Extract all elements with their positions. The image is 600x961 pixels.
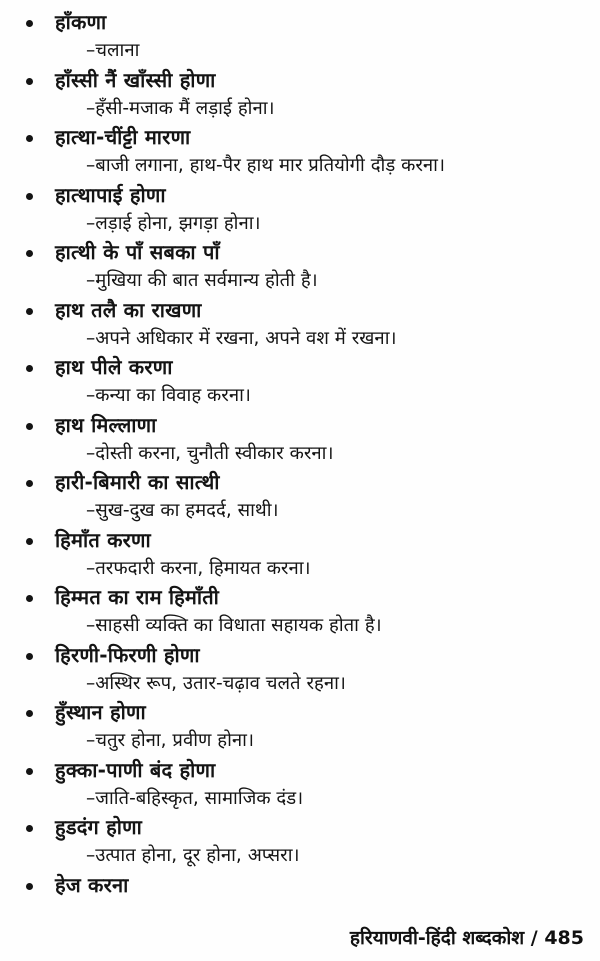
entry-headword: हात्थी के पाँ सबका पाँ <box>55 240 220 264</box>
entry-headword: हुक्का-पाणी बंद होणा <box>55 757 216 782</box>
bullet-icon <box>26 883 33 890</box>
dictionary-entry <box>26 697 592 755</box>
entry-definition: –साहसी व्यक्ति का विधाता सहायक होता है। <box>86 615 382 636</box>
bullet-icon <box>26 825 33 832</box>
entry-headword: हात्था-चींट्टी मारणा <box>55 125 191 149</box>
bullet-icon <box>26 538 33 545</box>
dictionary-entry <box>26 467 592 525</box>
entry-definition: –अपने अधिकार में रखना, अपने वश में रखना। <box>86 327 397 349</box>
entry-head-row <box>26 640 592 670</box>
entry-definition: –अस्थिर रूप, उतार-चढ़ाव चलते रहना। <box>86 672 346 694</box>
entry-head-row <box>26 697 592 727</box>
entry-definition: –दोस्ती करना, चुनौती स्वीकार करना। <box>86 442 334 464</box>
dictionary-entry <box>26 180 592 238</box>
bullet-icon <box>26 423 33 430</box>
bullet-icon <box>26 250 33 257</box>
bullet-icon <box>26 480 33 487</box>
entry-definition: –चतुर होना, प्रवीण होना। <box>86 730 254 751</box>
entry-headword: हाँस्सी नैं खाँस्सी होणा <box>55 67 216 92</box>
dictionary-entry <box>26 122 592 180</box>
dictionary-entry <box>26 352 592 410</box>
dictionary-entry <box>26 870 592 900</box>
entry-definition: –चलाना <box>86 40 140 61</box>
entry-definition: –सुख-दुख का हमदर्द, साथी। <box>86 500 279 521</box>
entry-headword: हेज करना <box>55 872 129 897</box>
dictionary-entry <box>26 755 592 813</box>
entry-headword: हुडदंग होणा <box>55 815 143 839</box>
dictionary-entry <box>26 582 592 640</box>
dictionary-entry <box>26 812 592 870</box>
page-footer: हरियाणवी-हिंदी शब्दकोश / 485 <box>349 927 584 949</box>
bullet-icon <box>26 768 33 775</box>
bullet-icon <box>26 135 33 142</box>
entry-headword: हाथ मिल्लाणा <box>55 412 157 437</box>
entry-head-row <box>26 122 592 152</box>
bullet-icon <box>26 20 33 27</box>
bullet-icon <box>26 78 33 85</box>
dictionary-entry <box>26 410 592 468</box>
entry-headword: हाँकणा <box>55 10 107 34</box>
entry-head-row <box>26 7 592 37</box>
entry-headword: हारी-बिमारी का सात्थी <box>55 470 220 494</box>
bullet-icon <box>26 595 33 602</box>
entry-head-row <box>26 870 592 900</box>
dictionary-entry <box>26 7 592 65</box>
entry-headword: हुँस्थान होणा <box>55 700 146 724</box>
entry-definition: –बाजी लगाना, हाथ-पैर हाथ मार प्रतियोगी दौड़ करना। <box>86 155 445 176</box>
entry-definition: –लड़ाई होना, झगड़ा होना। <box>86 212 261 234</box>
entry-head-row <box>26 410 592 440</box>
entry-definition: –तरफदारी करना, हिमायत करना। <box>86 557 311 579</box>
bullet-icon <box>26 365 33 372</box>
entry-head-row <box>26 237 592 267</box>
entry-head-row <box>26 180 592 210</box>
entry-headword: हाथ पीले करणा <box>55 355 173 379</box>
entry-headword: हात्थापाई होणा <box>55 182 166 207</box>
bullet-icon <box>26 653 33 660</box>
entry-head-row <box>26 352 592 382</box>
entry-definition: –जाति-बहिस्कृत, सामाजिक दंड। <box>86 787 304 809</box>
entry-head-row <box>26 525 592 555</box>
bullet-icon <box>26 710 33 717</box>
entry-head-row <box>26 582 592 612</box>
bullet-icon <box>26 193 33 200</box>
entry-definition: –मुखिया की बात सर्वमान्य होती है। <box>86 270 318 291</box>
dictionary-entry <box>26 525 592 583</box>
entry-definition: –हँसी-मजाक मैं लड़ाई होना। <box>86 97 275 119</box>
entry-headword: हाथ तलै का राखणा <box>55 297 202 322</box>
entry-head-row <box>26 755 592 785</box>
bullet-icon <box>26 308 33 315</box>
entry-headword: हिम्मत का राम हिमाँती <box>55 585 220 609</box>
entry-head-row <box>26 65 592 95</box>
dictionary-entry <box>26 640 592 698</box>
entry-head-row <box>26 295 592 325</box>
entry-head-row <box>26 812 592 842</box>
entry-headword: हिमाँत करणा <box>55 527 151 552</box>
entry-head-row <box>26 467 592 497</box>
entry-definition: –उत्पात होना, दूर होना, अप्सरा। <box>86 845 300 866</box>
entry-headword: हिरणी-फिरणी होणा <box>55 642 200 667</box>
entry-definition: –कन्या का विवाह करना। <box>86 385 251 406</box>
dictionary-entry <box>26 295 592 353</box>
dictionary-entry <box>26 237 592 295</box>
dictionary-entry <box>26 65 592 123</box>
